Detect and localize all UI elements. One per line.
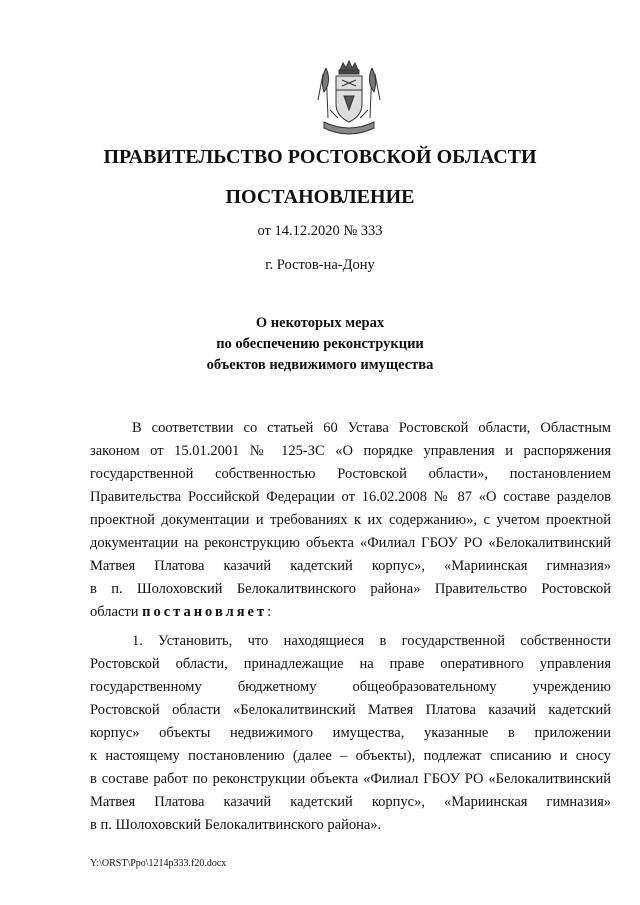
text-line: Матвея Платова казачий кадетский корпус», «Мариинская гимназия» bbox=[90, 794, 611, 810]
coat-of-arms-emblem bbox=[314, 60, 384, 138]
text-line: государственному бюджетному общеобразовательному учреждению bbox=[90, 679, 611, 695]
subject-line: О некоторых мерах bbox=[255, 315, 385, 331]
text-line: Ростовской области «Белокалитвинский Матвея Платова казачий кадетский bbox=[90, 702, 611, 718]
text-line: документации на реконструкцию объекта «Филиал ГБОУ РО «Белокалитвинский bbox=[90, 535, 611, 551]
text-line: Правительства Российской Федерации от 16.02.2008 № 87 «О составе разделов bbox=[90, 489, 611, 505]
subject-line: объектов недвижимого имущества bbox=[206, 357, 434, 373]
city: г. Ростов-на-Дону bbox=[265, 257, 375, 273]
document-type: ПОСТАНОВЛЕНИЕ bbox=[225, 186, 415, 208]
decree-subject bbox=[0, 313, 640, 376]
text-line: проектной документации и требованиях к их содержанию», с учетом проектной bbox=[90, 512, 611, 528]
text-line: Матвея Платова казачий кадетский корпус», «Мариинская гимназия» bbox=[90, 558, 611, 574]
text-fragment: области bbox=[90, 604, 143, 620]
text-line: к настоящему постановлению (далее – объекты), подлежат списанию и сносу bbox=[90, 748, 611, 764]
text-line: государственной собственностью Ростовской области», постановлением bbox=[90, 466, 611, 482]
text-line: в п. Шолоховский Белокалитвинского района». bbox=[90, 817, 382, 833]
file-path-footer: Y:\ORST\Ppo\1214p333.f20.docx bbox=[90, 858, 227, 869]
date-and-number: от 14.12.2020 № 333 bbox=[257, 223, 383, 239]
text-line: Ростовской области, принадлежащие на праве оперативного управления bbox=[90, 656, 611, 672]
subject-line: по обеспечению реконструкции bbox=[216, 336, 424, 352]
text-fragment: : bbox=[267, 604, 272, 620]
text-line: корпус» объекты недвижимого имущества, указанные в приложении bbox=[90, 725, 611, 741]
text-line: законом от 15.01.2001 № 125-ЗС «О порядке управления и распоряжения bbox=[90, 443, 611, 459]
text-line: в составе работ по реконструкции объекта «Филиал ГБОУ РО «Белокалитвинский bbox=[90, 771, 611, 787]
text-line: В соответствии со статьей 60 Устава Ростовской области, Областным bbox=[132, 420, 611, 436]
decree-word: постановляет bbox=[142, 604, 268, 620]
text-line bbox=[90, 604, 611, 624]
government-name: ПРАВИТЕЛЬСТВО РОСТОВСКОЙ ОБЛАСТИ bbox=[103, 146, 537, 168]
text-line: в п. Шолоховский Белокалитвинского района» Правительство Ростовской bbox=[90, 581, 611, 597]
text-line: 1. Установить, что находящиеся в государственной собственности bbox=[132, 633, 611, 649]
